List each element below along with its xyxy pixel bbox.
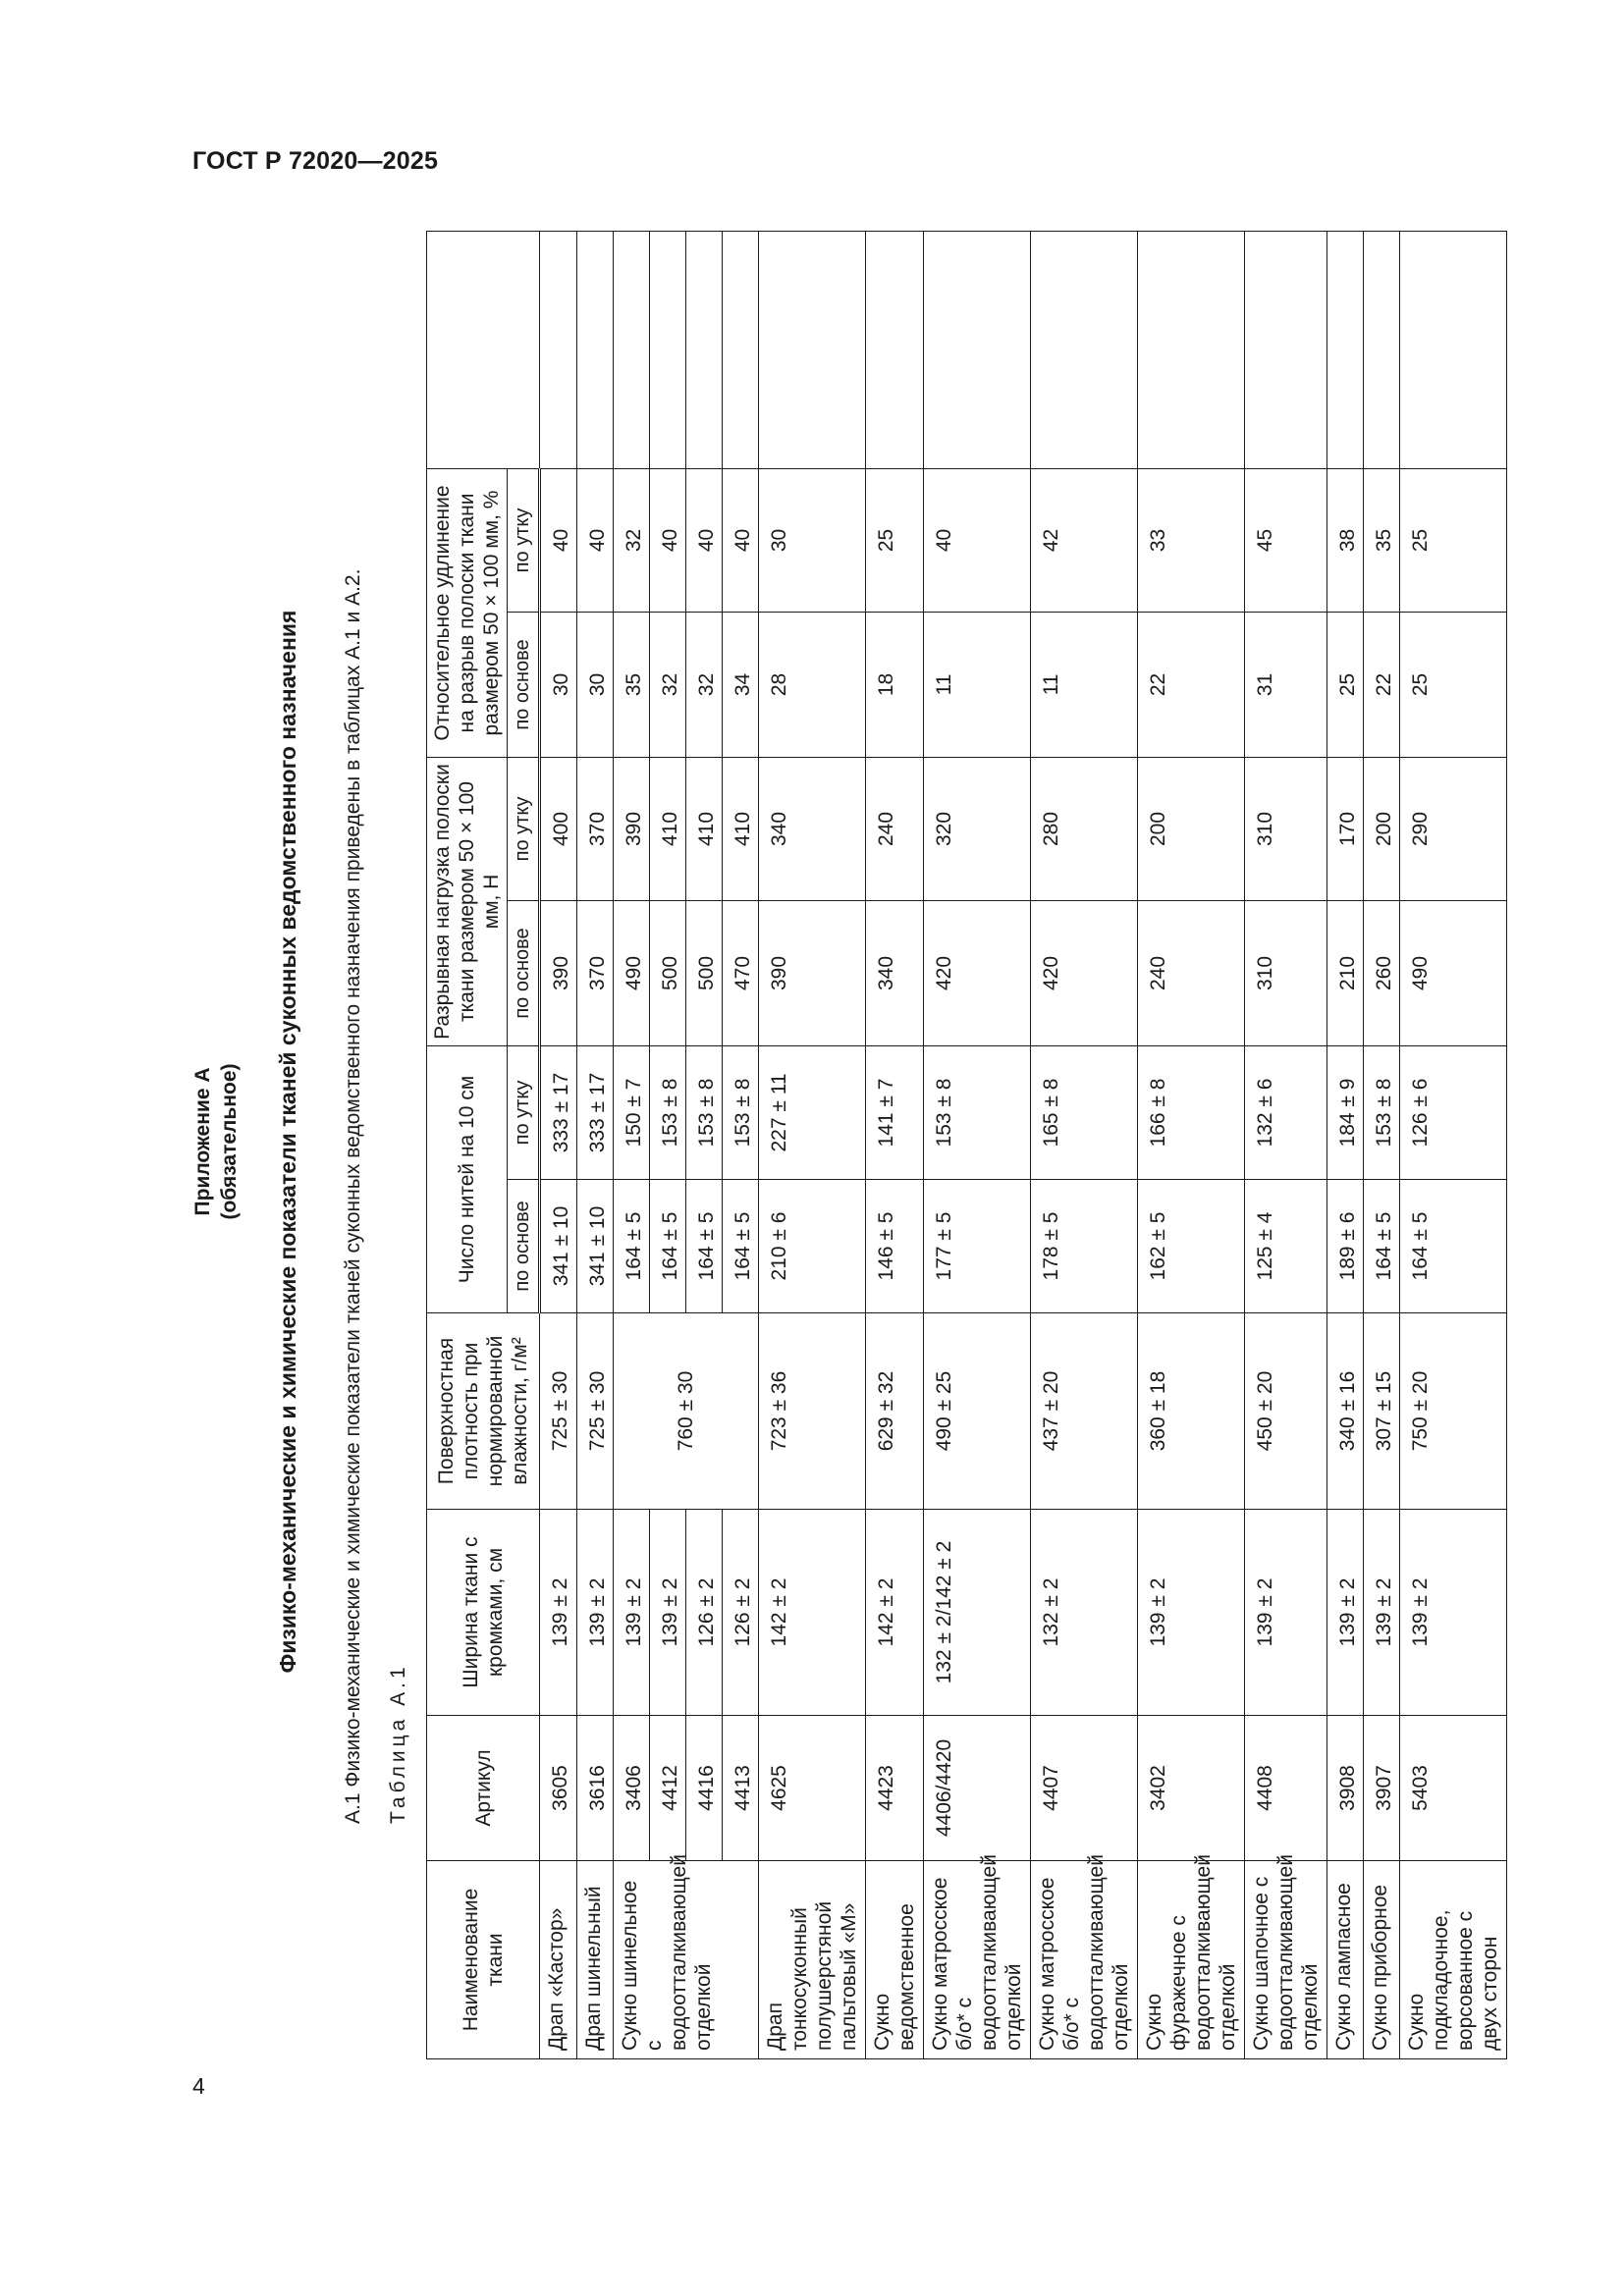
cell-article: 3908 bbox=[1327, 1716, 1364, 1861]
cell-article: 4423 bbox=[866, 1716, 924, 1861]
table-body bbox=[540, 231, 1507, 2058]
header-elong-warp: по основе bbox=[508, 612, 540, 757]
cell-load-weft: 290 bbox=[1400, 757, 1507, 900]
cell-density: 725 ± 30 bbox=[577, 1313, 614, 1510]
cell-threads-weft: 184 ± 9 bbox=[1327, 1046, 1364, 1180]
cell-elong-weft: 32 bbox=[614, 468, 650, 612]
header-threads: Число нитей на 10 см bbox=[427, 1046, 508, 1313]
cell-fabric-name: Сукно матросское б/о* с водоотталкивающей отделкой bbox=[1031, 1861, 1138, 2059]
cell-width: 139 ± 2 bbox=[1327, 1510, 1364, 1716]
cell-load-weft: 390 bbox=[614, 757, 650, 900]
table-caption: Таблица А.1 bbox=[387, 1663, 409, 1824]
cell-threads-warp: 164 ± 5 bbox=[614, 1180, 650, 1313]
cell-load-warp: 340 bbox=[866, 901, 924, 1046]
cell-spare bbox=[1400, 231, 1507, 468]
cell-fabric-name: Сукно шапочное с водоотталкивающей отделкой bbox=[1245, 1861, 1327, 2059]
cell-load-warp: 500 bbox=[650, 901, 686, 1046]
header-width: Ширина ткани с кромками, см bbox=[427, 1510, 540, 1716]
cell-threads-warp: 341 ± 10 bbox=[540, 1180, 577, 1313]
cell-load-warp: 490 bbox=[614, 901, 650, 1046]
cell-width: 132 ± 2/142 ± 2 bbox=[924, 1510, 1031, 1716]
cell-article: 4625 bbox=[759, 1716, 866, 1861]
cell-elong-weft: 40 bbox=[686, 468, 723, 612]
cell-width: 139 ± 2 bbox=[1245, 1510, 1327, 1716]
table-row bbox=[1245, 231, 1327, 2058]
header-elong-weft: по утку bbox=[508, 468, 540, 612]
table-header-row-1 bbox=[427, 231, 508, 2058]
intro-paragraph: А.1 Физико-механические и химические показатели тканей суконных ведомственного назначения приведены в таблицах А.1 и А.2. bbox=[342, 568, 364, 1824]
cell-threads-warp: 178 ± 5 bbox=[1031, 1180, 1138, 1313]
cell-threads-weft: 153 ± 8 bbox=[650, 1046, 686, 1180]
cell-load-warp: 210 bbox=[1327, 901, 1364, 1046]
header-load: Разрывная нагрузка полоски ткани размером 50 × 100 мм, Н bbox=[427, 757, 508, 1045]
cell-threads-warp: 177 ± 5 bbox=[924, 1180, 1031, 1313]
cell-elong-weft: 40 bbox=[540, 468, 577, 612]
cell-load-weft: 410 bbox=[723, 757, 759, 900]
table-row bbox=[540, 231, 577, 2058]
cell-density: 437 ± 20 bbox=[1031, 1313, 1138, 1510]
cell-load-warp: 490 bbox=[1400, 901, 1507, 1046]
cell-load-weft: 320 bbox=[924, 757, 1031, 900]
cell-elong-weft: 33 bbox=[1138, 468, 1245, 612]
cell-elong-warp: 34 bbox=[723, 612, 759, 757]
cell-load-weft: 340 bbox=[759, 757, 866, 900]
cell-load-weft: 170 bbox=[1327, 757, 1364, 900]
cell-article: 3616 bbox=[577, 1716, 614, 1861]
cell-threads-weft: 333 ± 17 bbox=[577, 1046, 614, 1180]
header-load-warp: по основе bbox=[508, 901, 540, 1046]
cell-threads-weft: 141 ± 7 bbox=[866, 1046, 924, 1180]
cell-threads-weft: 153 ± 8 bbox=[723, 1046, 759, 1180]
cell-threads-weft: 153 ± 8 bbox=[924, 1046, 1031, 1180]
header-threads-warp: по основе bbox=[508, 1180, 540, 1313]
cell-density: 723 ± 36 bbox=[759, 1313, 866, 1510]
header-name: Наименование ткани bbox=[427, 1861, 540, 2059]
cell-article: 4416 bbox=[686, 1716, 723, 1861]
cell-width: 139 ± 2 bbox=[577, 1510, 614, 1716]
cell-load-weft: 370 bbox=[577, 757, 614, 900]
cell-article: 4407 bbox=[1031, 1716, 1138, 1861]
cell-elong-warp: 25 bbox=[1327, 612, 1364, 757]
document-code: ГОСТ Р 72020—2025 bbox=[192, 147, 439, 175]
cell-article: 3402 bbox=[1138, 1716, 1245, 1861]
cell-density: 307 ± 15 bbox=[1364, 1313, 1400, 1510]
cell-elong-weft: 40 bbox=[723, 468, 759, 612]
header-density: Поверхностная плотность при нормированной влажности, г/м² bbox=[427, 1313, 540, 1510]
table-row bbox=[650, 231, 686, 2058]
cell-load-warp: 390 bbox=[540, 901, 577, 1046]
cell-elong-warp: 22 bbox=[1138, 612, 1245, 757]
cell-load-warp: 470 bbox=[723, 901, 759, 1046]
cell-threads-warp: 164 ± 5 bbox=[1364, 1180, 1400, 1313]
cell-article: 3605 bbox=[540, 1716, 577, 1861]
cell-elong-weft: 40 bbox=[577, 468, 614, 612]
cell-elong-warp: 30 bbox=[577, 612, 614, 757]
cell-threads-warp: 162 ± 5 bbox=[1138, 1180, 1245, 1313]
cell-elong-weft: 30 bbox=[759, 468, 866, 612]
cell-density: 490 ± 25 bbox=[924, 1313, 1031, 1510]
cell-article: 4408 bbox=[1245, 1716, 1327, 1861]
cell-elong-warp: 32 bbox=[650, 612, 686, 757]
header-spare bbox=[427, 231, 540, 468]
cell-threads-weft: 150 ± 7 bbox=[614, 1046, 650, 1180]
cell-threads-weft: 333 ± 17 bbox=[540, 1046, 577, 1180]
cell-elong-weft: 42 bbox=[1031, 468, 1138, 612]
cell-elong-warp: 11 bbox=[924, 612, 1031, 757]
table-row bbox=[1138, 231, 1245, 2058]
cell-load-weft: 240 bbox=[866, 757, 924, 900]
table-row bbox=[1031, 231, 1138, 2058]
cell-elong-warp: 32 bbox=[686, 612, 723, 757]
cell-spare bbox=[759, 231, 866, 468]
cell-fabric-name: Сукно лампасное bbox=[1327, 1861, 1364, 2059]
cell-load-weft: 410 bbox=[686, 757, 723, 900]
annex-status: (обязательное) bbox=[218, 1063, 241, 1220]
cell-width: 139 ± 2 bbox=[1138, 1510, 1245, 1716]
table-row bbox=[866, 231, 924, 2058]
cell-spare bbox=[1327, 231, 1364, 468]
table-row bbox=[1327, 231, 1364, 2058]
cell-elong-warp: 18 bbox=[866, 612, 924, 757]
cell-threads-warp: 164 ± 5 bbox=[650, 1180, 686, 1313]
cell-density: 450 ± 20 bbox=[1245, 1313, 1327, 1510]
cell-spare bbox=[577, 231, 614, 468]
cell-article: 4412 bbox=[650, 1716, 686, 1861]
cell-density: 360 ± 18 bbox=[1138, 1313, 1245, 1510]
cell-fabric-name: Сукно шинельное с водоотталкивающей отделкой bbox=[614, 1861, 759, 2059]
cell-spare bbox=[1364, 231, 1400, 468]
cell-spare bbox=[650, 231, 686, 468]
cell-spare bbox=[686, 231, 723, 468]
cell-width: 139 ± 2 bbox=[540, 1510, 577, 1716]
cell-load-warp: 420 bbox=[924, 901, 1031, 1046]
header-article: Артикул bbox=[427, 1716, 540, 1861]
cell-threads-weft: 166 ± 8 bbox=[1138, 1046, 1245, 1180]
cell-fabric-name: Сукно матросское б/о* с водоотталкивающей отделкой bbox=[924, 1861, 1031, 2059]
cell-width: 132 ± 2 bbox=[1031, 1510, 1138, 1716]
cell-article: 4413 bbox=[723, 1716, 759, 1861]
cell-load-warp: 500 bbox=[686, 901, 723, 1046]
cell-load-warp: 240 bbox=[1138, 901, 1245, 1046]
cell-spare bbox=[723, 231, 759, 468]
cell-elong-weft: 45 bbox=[1245, 468, 1327, 612]
cell-fabric-name: Сукно подкладочное, ворсованное с двух сторон bbox=[1400, 1861, 1507, 2059]
cell-spare bbox=[1245, 231, 1327, 468]
cell-article: 5403 bbox=[1400, 1716, 1507, 1861]
section-title: Физико-механические и химические показатели тканей суконных ведомственного назначения bbox=[275, 610, 300, 1674]
cell-density: 750 ± 20 bbox=[1400, 1313, 1507, 1510]
cell-load-warp: 420 bbox=[1031, 901, 1138, 1046]
cell-elong-warp: 31 bbox=[1245, 612, 1327, 757]
table-row bbox=[1400, 231, 1507, 2058]
header-threads-weft: по утку bbox=[508, 1046, 540, 1180]
cell-width: 139 ± 2 bbox=[614, 1510, 650, 1716]
table-row bbox=[1364, 231, 1400, 2058]
cell-fabric-name: Драп шинельный bbox=[577, 1861, 614, 2059]
cell-threads-warp: 164 ± 5 bbox=[1400, 1180, 1507, 1313]
cell-threads-weft: 227 ± 11 bbox=[759, 1046, 866, 1180]
cell-fabric-name: Драп тонкосуконный полушерстяной пальтовый «М» bbox=[759, 1861, 866, 2059]
cell-spare bbox=[1031, 231, 1138, 468]
cell-spare bbox=[924, 231, 1031, 468]
cell-density: 629 ± 32 bbox=[866, 1313, 924, 1510]
cell-elong-warp: 22 bbox=[1364, 612, 1400, 757]
cell-load-warp: 260 bbox=[1364, 901, 1400, 1046]
cell-elong-weft: 25 bbox=[1400, 468, 1507, 612]
cell-elong-warp: 11 bbox=[1031, 612, 1138, 757]
cell-threads-warp: 125 ± 4 bbox=[1245, 1180, 1327, 1313]
cell-threads-warp: 341 ± 10 bbox=[577, 1180, 614, 1313]
cell-elong-warp: 28 bbox=[759, 612, 866, 757]
table-row bbox=[723, 231, 759, 2058]
cell-density: 760 ± 30 bbox=[614, 1313, 759, 1510]
cell-fabric-name: Сукно приборное bbox=[1364, 1861, 1400, 2059]
cell-load-weft: 200 bbox=[1138, 757, 1245, 900]
cell-density: 725 ± 30 bbox=[540, 1313, 577, 1510]
cell-load-weft: 410 bbox=[650, 757, 686, 900]
cell-article: 3406 bbox=[614, 1716, 650, 1861]
cell-load-warp: 390 bbox=[759, 901, 866, 1046]
cell-width: 126 ± 2 bbox=[686, 1510, 723, 1716]
header-elongation: Относительное удлинение на разрыв полоски ткани размером 50 × 100 мм, % bbox=[427, 468, 508, 757]
cell-article: 3907 bbox=[1364, 1716, 1400, 1861]
cell-width: 142 ± 2 bbox=[759, 1510, 866, 1716]
cell-article: 4406/4420 bbox=[924, 1716, 1031, 1861]
header-load-weft: по утку bbox=[508, 757, 540, 900]
cell-load-weft: 200 bbox=[1364, 757, 1400, 900]
cell-load-warp: 370 bbox=[577, 901, 614, 1046]
cell-width: 139 ± 2 bbox=[650, 1510, 686, 1716]
cell-load-weft: 310 bbox=[1245, 757, 1327, 900]
cell-elong-warp: 30 bbox=[540, 612, 577, 757]
cell-spare bbox=[614, 231, 650, 468]
cell-width: 142 ± 2 bbox=[866, 1510, 924, 1716]
cell-elong-weft: 25 bbox=[866, 468, 924, 612]
cell-threads-warp: 164 ± 5 bbox=[686, 1180, 723, 1313]
table-row bbox=[686, 231, 723, 2058]
cell-width: 139 ± 2 bbox=[1400, 1510, 1507, 1716]
cell-threads-weft: 165 ± 8 bbox=[1031, 1046, 1138, 1180]
table-row bbox=[759, 231, 866, 2058]
cell-threads-weft: 126 ± 6 bbox=[1400, 1046, 1507, 1180]
cell-threads-weft: 132 ± 6 bbox=[1245, 1046, 1327, 1180]
table-row bbox=[924, 231, 1031, 2058]
cell-elong-weft: 40 bbox=[650, 468, 686, 612]
cell-threads-weft: 153 ± 8 bbox=[686, 1046, 723, 1180]
table-row bbox=[577, 231, 614, 2058]
cell-elong-weft: 35 bbox=[1364, 468, 1400, 612]
cell-threads-warp: 146 ± 5 bbox=[866, 1180, 924, 1313]
cell-fabric-name: Драп «Кастор» bbox=[540, 1861, 577, 2059]
cell-load-weft: 400 bbox=[540, 757, 577, 900]
cell-spare bbox=[1138, 231, 1245, 468]
page-number: 4 bbox=[192, 2073, 205, 2099]
table-row bbox=[614, 231, 650, 2058]
cell-width: 139 ± 2 bbox=[1364, 1510, 1400, 1716]
cell-density: 340 ± 16 bbox=[1327, 1313, 1364, 1510]
cell-threads-warp: 210 ± 6 bbox=[759, 1180, 866, 1313]
cell-threads-warp: 164 ± 5 bbox=[723, 1180, 759, 1313]
cell-threads-weft: 153 ± 8 bbox=[1364, 1046, 1400, 1180]
annex-title: Приложение А bbox=[191, 1067, 214, 1216]
cell-elong-warp: 35 bbox=[614, 612, 650, 757]
cell-load-warp: 310 bbox=[1245, 901, 1327, 1046]
rotated-annex-content bbox=[185, 224, 1520, 2059]
cell-fabric-name: Сукно ведомственное bbox=[866, 1861, 924, 2059]
fabric-properties-table bbox=[426, 231, 1507, 2059]
cell-elong-weft: 38 bbox=[1327, 468, 1364, 612]
cell-threads-warp: 189 ± 6 bbox=[1327, 1180, 1364, 1313]
cell-elong-weft: 40 bbox=[924, 468, 1031, 612]
cell-fabric-name: Сукно фуражечное с водоотталкивающей отделкой bbox=[1138, 1861, 1245, 2059]
cell-spare bbox=[540, 231, 577, 468]
cell-elong-warp: 25 bbox=[1400, 612, 1507, 757]
cell-load-weft: 280 bbox=[1031, 757, 1138, 900]
cell-width: 126 ± 2 bbox=[723, 1510, 759, 1716]
cell-spare bbox=[866, 231, 924, 468]
